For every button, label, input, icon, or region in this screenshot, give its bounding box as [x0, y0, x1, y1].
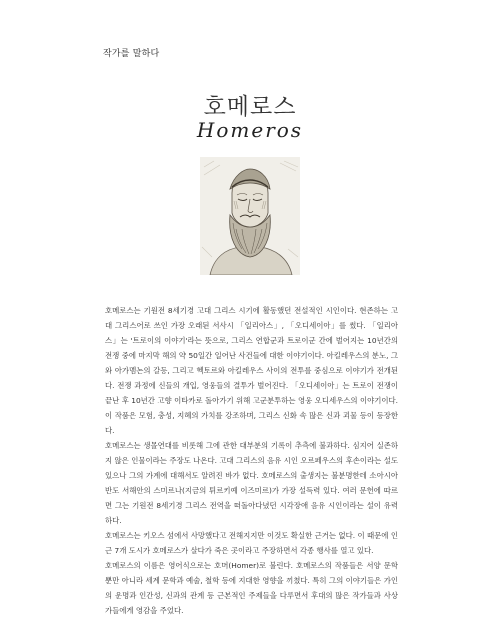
- biography-paragraph: 호메로스의 이름은 영어식으로는 호머(Homer)로 불린다. 호메로스의 작품들은 서양 문학뿐만 아니라 세계 문학과 예술, 철학 등에 지대한 영향을 끼쳤다. 특히 그의 이야기들은 가인의 운명과 인간성, 신과의 관계 등 근본적인 주제들을 다루면서 후대의 많은 작가들과 사상가들에게 영감을 주었다.: [105, 561, 398, 615]
- biography-paragraph: 호메로스는 키오스 섬에서 사망했다고 전해지지만 이것도 확실한 근거는 없다. 이 때문에 인근 7개 도시가 호메로스가 살다가 죽은 곳이라고 주장하면서 각종 행사를 열고 있다.: [105, 531, 398, 555]
- biography-paragraph: 호메로스는 생몰연대를 비롯해 그에 관한 대부분의 기록이 추측에 불과하다. 심지어 실존하지 않은 인물이라는 주장도 나온다. 고대 그리스의 음유 시인 오르페우스의 후손이라는 설도 있으나 그의 가계에 대해서도 알려진 바가 없다. 호메로스의 출생지는 불분명한데 소아시아 반도 서해안의 스미르나(지금의 튀르키예 이즈미르)가 가장 설득력 있다. 여러 문헌에 따르면 그는 기원전 8세기경 그리스 전역을 떠돌아다녔던 시각장애 음유 시인이라는 설이 유력하다.: [105, 441, 398, 525]
- author-name-korean: 호메로스: [203, 94, 297, 120]
- biography-text: [105, 303, 398, 618]
- homer-portrait-image: [200, 157, 300, 275]
- section-label: 작가를 말하다: [103, 49, 160, 59]
- biography-paragraph: 호메로스는 기원전 8세기경 고대 그리스 시기에 활동했던 전설적인 시인이다. 현존하는 고대 그리스어로 쓰인 가장 오래된 서사시 「일리아스」, 「오디세이아」를 썼다. 「일리아스」는 '트로이의 이야기'라는 뜻으로, 그리스 연합군과 트로이군 간에 벌어지는 10년간의 전쟁 중에 마지막 해의 약 50일간 일어난 사건들에 대한 이야기이다. 아킬레우스의 분노, 그와 아가멤논의 갈등, 그리고 헥토르와 아킬레우스 사이의 전투를 중심으로 이야기가 전개된다. 전쟁 과정에 신들의 개입, 영웅들의 결투가 벌어진다. 「오디세이아」는 트로이 전쟁이 끝난 후 10년간 고향 이타카로 돌아가기 위해 고군분투하는 영웅 오디세우스의 이야기이다. 이 작품은 모험, 충성, 지혜의 가치를 강조하며, 그리스 신화 속 많은 신과 괴물 등이 등장한다.: [105, 306, 398, 435]
- author-name-signature: Homeros: [196, 118, 304, 142]
